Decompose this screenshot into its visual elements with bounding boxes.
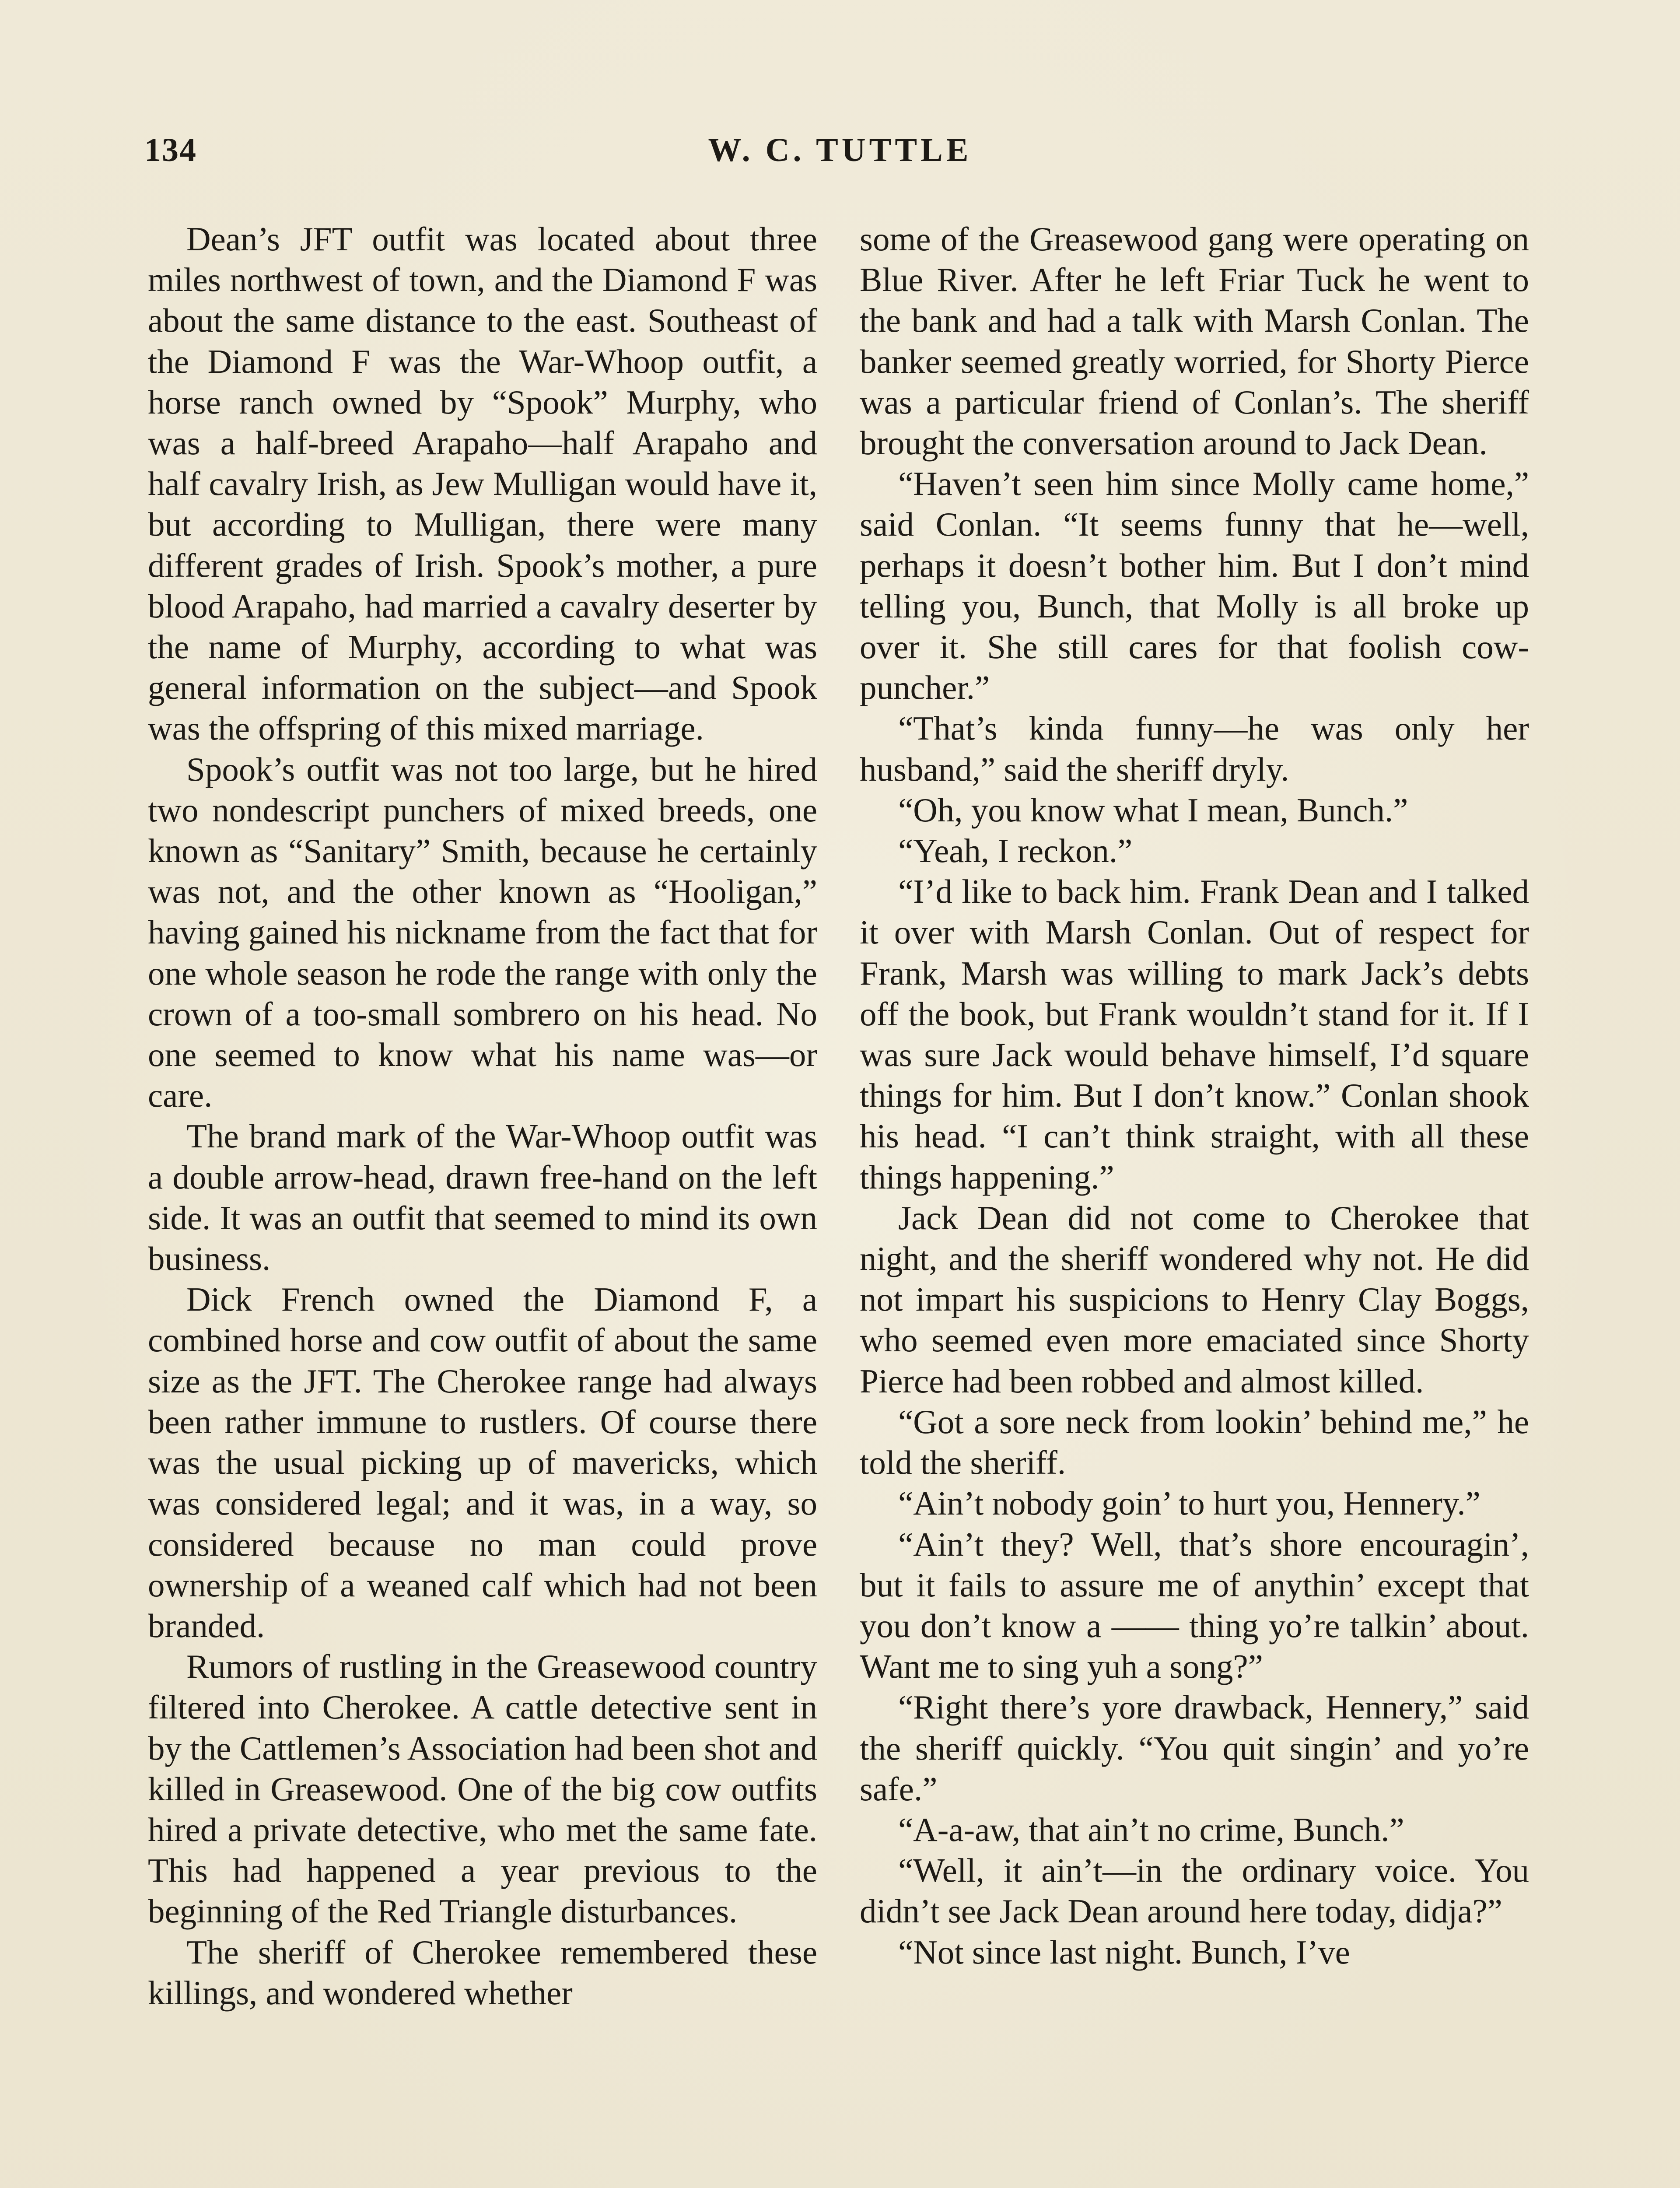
paragraph: The brand mark of the War-Whoop outfit was a double arrow-head, drawn free-hand on the left side. It was an outfit that seemed to mind its own business.: [148, 1117, 817, 1278]
paragraph: “A-a-aw, that ain’t no crime, Bunch.”: [898, 1810, 1404, 1848]
paragraph-continuation: some of the Greasewood gang were operating on Blue River. After he left Friar Tuck he went to the bank and had a talk with Marsh Conlan. The banker seemed greatly worried, for Shorty Pierce was a particular friend of Conlan’s. The sheriff brought the conversation around to Jack Dean.: [860, 220, 1529, 462]
paragraph: “Oh, you know what I mean, Bunch.”: [898, 791, 1408, 829]
page-header: [144, 131, 1536, 179]
paragraph: “That’s kinda funny—he was only her husband,” said the sheriff dryly.: [860, 709, 1529, 788]
running-head: W. C. TUTTLE: [708, 132, 972, 168]
paragraph: Dick French owned the Diamond F, a combined horse and cow outfit of about the same size as the JFT. The Cherokee range had always been rather immune to rustlers. Of course there was the usual picking up of mavericks, which was considered legal; and it was, in a way, so considered because no man could prove ownership of a weaned calf which had not been branded.: [148, 1280, 817, 1645]
paragraph: “Well, it ain’t—in the ordinary voice. You didn’t see Jack Dean around here today, didja?”: [860, 1851, 1529, 1930]
paragraph: Jack Dean did not come to Cherokee that night, and the sheriff wondered why not. He did not impart his suspicions to Henry Clay Boggs, who seemed even more emaciated since Shorty Pierce had been robbed and almost killed.: [860, 1199, 1529, 1400]
paragraph: “Ain’t they? Well, that’s shore encouragin’, but it fails to assure me of anythin’ except that you don’t know a —— thing yo’re talkin’ about. Want me to sing yuh a song?”: [860, 1525, 1529, 1686]
left-column: [148, 219, 817, 2013]
paragraph: The sheriff of Cherokee remembered these killings, and wondered whether: [148, 1933, 817, 2012]
paragraph: “Haven’t seen him since Molly came home,” said Conlan. “It seems funny that he—well, perhaps it doesn’t bother him. But I don’t mind telling you, Bunch, that Molly is all broke up over it. She still cares for that foolish cow-puncher.”: [860, 465, 1529, 707]
paragraph: Spook’s outfit was not too large, but he hired two nondescript punchers of mixed breeds, one known as “Sanitary” Smith, because he certainly was not, and the other known as “Hooligan,” having gained his nickname from the fact that for one whole season he rode the range with only the crown of a too-small sombrero on his head. No one seemed to know what his name was—or care.: [148, 750, 817, 1115]
paragraph: “Yeah, I reckon.”: [898, 832, 1133, 870]
paragraph: “Ain’t nobody goin’ to hurt you, Hennery.”: [898, 1484, 1480, 1522]
paragraph: “Right there’s yore drawback, Hennery,” said the sheriff quickly. “You quit singin’ and yo’re safe.”: [860, 1688, 1529, 1808]
paragraph: “I’d like to back him. Frank Dean and I talked it over with Marsh Conlan. Out of respect for Frank, Marsh was willing to mark Jack’s debts off the book, but Frank wouldn’t stand for it. If I was sure Jack would behave himself, I’d square things for him. But I don’t know.” Conlan shook his head. “I can’t think straight, with all these things happening.”: [860, 873, 1529, 1196]
paragraph: “Not since last night. Bunch, I’ve: [898, 1933, 1350, 1971]
right-column: [860, 219, 1529, 1973]
paragraph: Rumors of rustling in the Greasewood country filtered into Cherokee. A cattle detective sent in by the Cattlemen’s Association had been shot and killed in Greasewood. One of the big cow outfits hired a private detective, who met the same fate. This had happened a year previous to the beginning of the Red Triangle disturbances.: [148, 1648, 817, 1930]
page-number: 134: [144, 132, 197, 168]
paragraph: “Got a sore neck from lookin’ behind me,” he told the sheriff.: [860, 1403, 1529, 1482]
paragraph: Dean’s JFT outfit was located about three miles northwest of town, and the Diamond F was about the same distance to the east. Southeast of the Diamond F was the War-Whoop outfit, a horse ranch owned by “Spook” Murphy, who was a half-breed Arapaho—half Arapaho and half cavalry Irish, as Jew Mulligan would have it, but according to Mulligan, there were many different grades of Irish. Spook’s mother, a pure blood Arapaho, had married a cavalry deserter by the name of Murphy, according to what was general information on the subject—and Spook was the offspring of this mixed marriage.: [148, 220, 817, 747]
